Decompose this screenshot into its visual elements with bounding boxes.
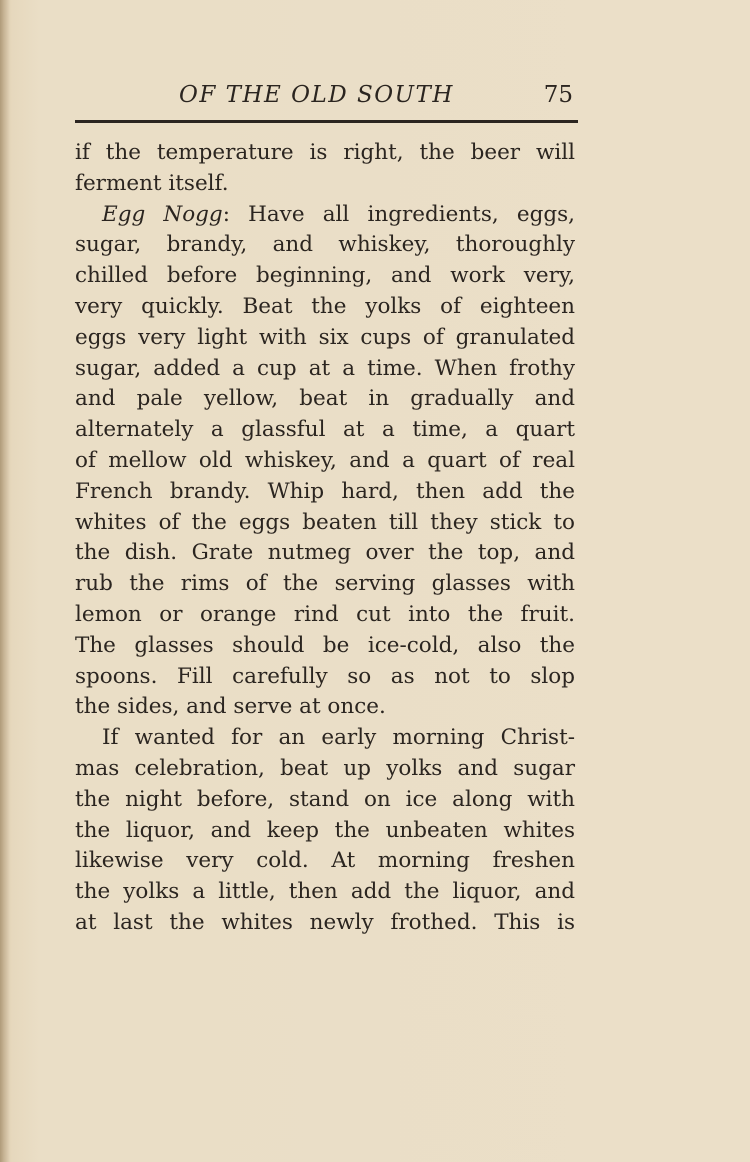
header-rule — [75, 120, 578, 123]
text-line-6: very quickly. Beat the yolks of eighteen — [75, 293, 575, 319]
text-line-11: of mellow old whiskey, and a quart of real — [75, 447, 575, 473]
text-line-23: the liquor, and keep the unbeaten whites — [75, 817, 575, 843]
page-gutter-shadow — [0, 0, 10, 1162]
text-line-15: rub the rims of the serving glasses with — [75, 571, 575, 597]
recipe-title-egg-nogg: Egg Nogg — [102, 201, 223, 227]
text-line-19: the sides, and serve at once. — [75, 694, 386, 720]
text-line-22: the night before, stand on ice along with — [75, 786, 575, 812]
body-text — [75, 138, 575, 939]
text-line-17: The glasses should be ice-cold, also the — [75, 632, 575, 658]
text-line-3: Egg Nogg: Have all ingredients, eggs, — [102, 201, 575, 227]
text-line-14: the dish. Grate nutmeg over the top, and — [75, 540, 575, 566]
text-line-16: lemon or orange rind cut into the fruit. — [75, 601, 575, 627]
text-line-12: French brandy. Whip hard, then add the — [75, 478, 575, 504]
page-number: 75 — [543, 82, 573, 108]
text-line-10: alternately a glassful at a time, a quart — [75, 417, 575, 443]
text-line-24: likewise very cold. At morning freshen — [75, 848, 575, 874]
text-line-9: and pale yellow, beat in gradually and — [75, 386, 575, 412]
text-line-20: If wanted for an early morning Christ- — [102, 725, 575, 751]
text-line-1: if the temperature is right, the beer will — [75, 140, 575, 165]
text-line-7: eggs very light with six cups of granulated — [75, 324, 575, 350]
text-line-25: the yolks a little, then add the liquor, and — [75, 879, 575, 905]
text-line-18: spoons. Fill carefully so as not to slop — [75, 663, 575, 689]
text-line-21: mas celebration, beat up yolks and sugar — [75, 755, 575, 781]
text-line-5: chilled before beginning, and work very, — [75, 263, 575, 289]
running-head: OF THE OLD SOUTH — [179, 82, 454, 108]
text-line-26: at last the whites newly frothed. This is — [75, 909, 575, 935]
page-header — [75, 82, 575, 116]
text-line-8: sugar, added a cup at a time. When frothy — [75, 355, 575, 381]
text-line-4: sugar, brandy, and whiskey, thoroughly — [75, 232, 575, 258]
text-line-13: whites of the eggs beaten till they stick to — [75, 509, 575, 535]
text-line-2: ferment itself. — [75, 170, 229, 196]
